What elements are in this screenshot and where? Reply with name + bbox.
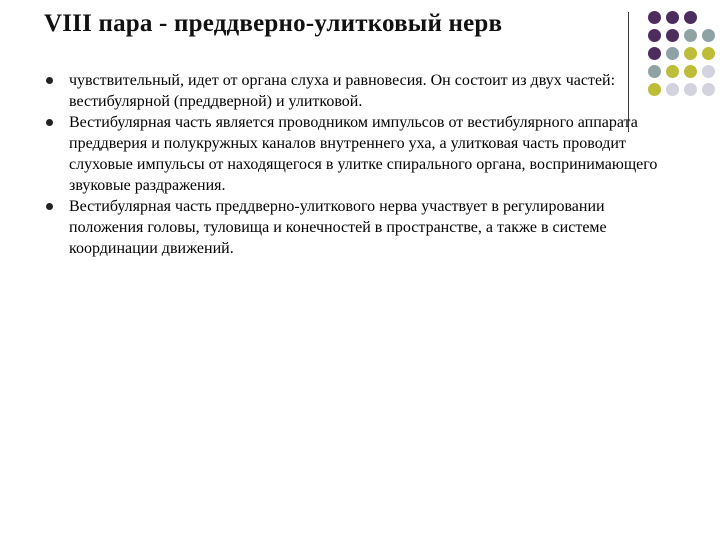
bullet-marker (46, 77, 53, 84)
bullet-item-2 (46, 112, 666, 196)
bullet-text: чувствительный, идет от органа слуха и равновесия. Он состоит из двух частей: вестибулярной (преддверной) и улитковой. (69, 72, 616, 110)
bullet-marker (46, 119, 53, 126)
slide-title: VIII пара - преддверно-улитковый нерв (44, 10, 503, 37)
bullet-item-3 (46, 196, 666, 259)
decorative-dot (666, 29, 679, 42)
decorative-dot (684, 65, 697, 78)
bullet-marker (46, 203, 53, 210)
decorative-dot (648, 47, 661, 60)
decorative-dot (702, 47, 715, 60)
decorative-dot (702, 83, 715, 96)
decorative-dot (684, 47, 697, 60)
bullet-list (46, 70, 666, 259)
bullet-item-1 (46, 70, 666, 112)
decorative-dot (684, 29, 697, 42)
decorative-dot (666, 65, 679, 78)
decorative-dot (684, 11, 697, 24)
decorative-dot (666, 11, 679, 24)
bullet-text: Вестибулярная часть является проводником импульсов от вестибулярного аппарата преддверия и полукружных каналов внутреннего уха, а улитковая часть проводит слуховые импульсы от находящегося в улитке спирального органа, воспринимающего звуковые раздражения. (69, 114, 658, 194)
decorative-dot (684, 83, 697, 96)
decorative-dot (702, 65, 715, 78)
decorative-dot (648, 29, 661, 42)
decorative-dot (666, 47, 679, 60)
bullet-text: Вестибулярная часть преддверно-улиткового нерва участвует в регулировании положения головы, туловища и конечностей в пространстве, а также в системе координации движений. (69, 198, 607, 257)
decorative-dot (648, 11, 661, 24)
decorative-dot (666, 83, 679, 96)
decorative-dot (702, 29, 715, 42)
